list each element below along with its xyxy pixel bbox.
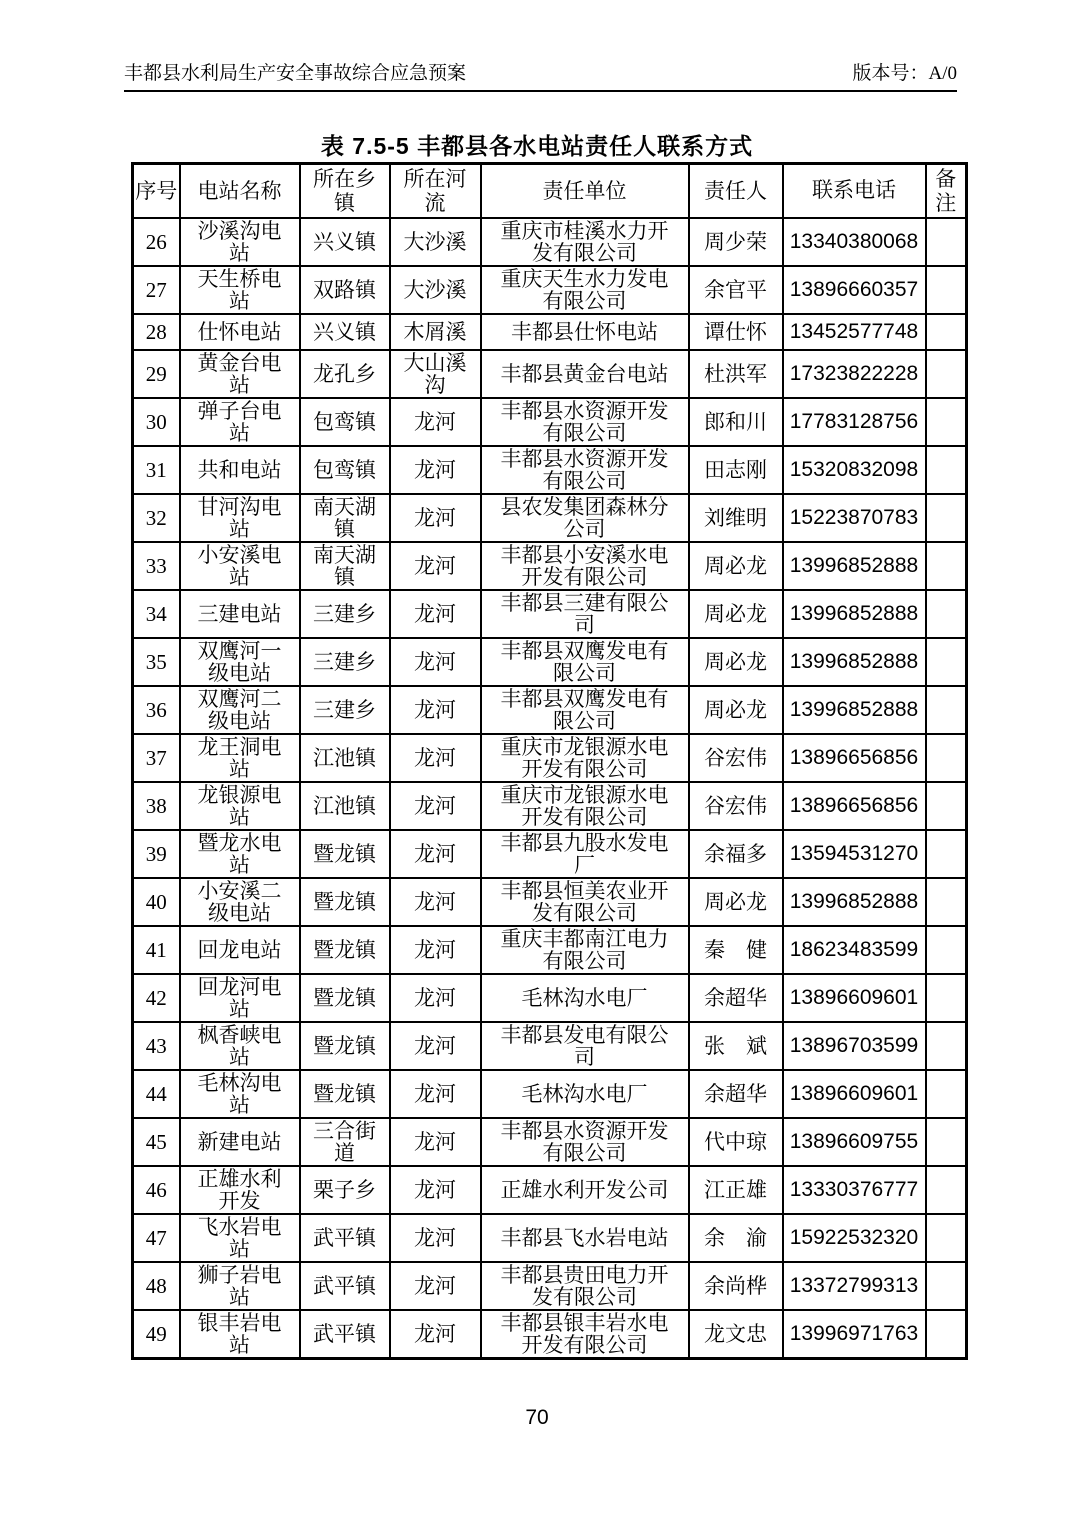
cell-township: 暨龙镇 [300,926,390,974]
cell-township: 武平镇 [300,1214,390,1262]
cell-river: 龙河 [390,830,481,878]
table-row [133,266,967,314]
cell-unit: 丰都县水资源开发有限公司 [481,398,689,446]
cell-township: 三合街道 [300,1118,390,1166]
cell-township: 南天湖镇 [300,494,390,542]
cell-river: 龙河 [390,1166,481,1214]
cell-river: 龙河 [390,1214,481,1262]
cell-index: 35 [133,638,180,686]
cell-township: 三建乡 [300,590,390,638]
cell-unit: 丰都县发电有限公司 [481,1022,689,1070]
table-row [133,1070,967,1118]
cell-index: 34 [133,590,180,638]
cell-remark [926,830,967,878]
cell-phone: 15922532320 [783,1214,926,1262]
cell-person: 郎和川 [689,398,783,446]
table-row [133,878,967,926]
cell-phone: 13896609601 [783,974,926,1022]
cell-person: 余超华 [689,974,783,1022]
cell-unit: 丰都县贵田电力开发有限公司 [481,1262,689,1310]
cell-index: 38 [133,782,180,830]
cell-remark [926,542,967,590]
cell-remark [926,350,967,398]
cell-phone: 18623483599 [783,926,926,974]
table-row [133,1022,967,1070]
cell-unit: 毛林沟水电厂 [481,1070,689,1118]
cell-remark [926,782,967,830]
cell-remark [926,926,967,974]
cell-station: 龙银源电站 [180,782,300,830]
cell-index: 27 [133,266,180,314]
cell-unit: 重庆丰都南江电力有限公司 [481,926,689,974]
cell-person: 周必龙 [689,686,783,734]
cell-phone: 13996852888 [783,638,926,686]
table-row [133,350,967,398]
table-body [133,218,967,1359]
cell-station: 银丰岩电站 [180,1310,300,1359]
cell-phone: 13996852888 [783,686,926,734]
cell-index: 39 [133,830,180,878]
cell-station: 小安溪电站 [180,542,300,590]
cell-station: 小安溪二级电站 [180,878,300,926]
cell-township: 包鸾镇 [300,446,390,494]
cell-township: 龙孔乡 [300,350,390,398]
cell-person: 周必龙 [689,590,783,638]
cell-unit: 丰都县小安溪水电开发有限公司 [481,542,689,590]
cell-river: 龙河 [390,398,481,446]
cell-river: 龙河 [390,686,481,734]
cell-person: 龙文忠 [689,1310,783,1359]
col-header-township: 所在乡镇 [300,164,390,219]
cell-phone: 17783128756 [783,398,926,446]
cell-index: 43 [133,1022,180,1070]
cell-remark [926,686,967,734]
cell-station: 飞水岩电站 [180,1214,300,1262]
cell-phone: 13372799313 [783,1262,926,1310]
cell-index: 44 [133,1070,180,1118]
cell-remark [926,446,967,494]
cell-person: 周必龙 [689,638,783,686]
cell-river: 龙河 [390,1310,481,1359]
col-header-index: 序号 [133,164,180,219]
cell-index: 41 [133,926,180,974]
cell-unit: 重庆市龙银源水电开发有限公司 [481,734,689,782]
cell-station: 双鹰河一级电站 [180,638,300,686]
cell-unit: 毛林沟水电厂 [481,974,689,1022]
cell-township: 南天湖镇 [300,542,390,590]
cell-unit: 丰都县水资源开发有限公司 [481,446,689,494]
cell-unit: 丰都县恒美农业开发有限公司 [481,878,689,926]
cell-remark [926,1214,967,1262]
table-row [133,974,967,1022]
cell-index: 37 [133,734,180,782]
cell-person: 秦 健 [689,926,783,974]
table-title: 表 7.5-5 丰都县各水电站责任人联系方式 [320,133,754,159]
table-row [133,218,967,266]
cell-person: 江正雄 [689,1166,783,1214]
table-row [133,494,967,542]
cell-township: 江池镇 [300,782,390,830]
cell-index: 40 [133,878,180,926]
cell-phone: 13896660357 [783,266,926,314]
cell-person: 周少荣 [689,218,783,266]
table-row [133,590,967,638]
cell-unit: 丰都县双鹰发电有限公司 [481,686,689,734]
cell-phone: 13896609755 [783,1118,926,1166]
cell-person: 余官平 [689,266,783,314]
cell-river: 龙河 [390,638,481,686]
cell-river: 龙河 [390,734,481,782]
table-row [133,1262,967,1310]
contact-table [131,162,968,1360]
cell-station: 新建电站 [180,1118,300,1166]
cell-phone: 13896703599 [783,1022,926,1070]
cell-township: 武平镇 [300,1262,390,1310]
cell-river: 大山溪沟 [390,350,481,398]
cell-station: 回龙电站 [180,926,300,974]
cell-person: 谷宏伟 [689,782,783,830]
cell-unit: 丰都县水资源开发有限公司 [481,1118,689,1166]
cell-index: 47 [133,1214,180,1262]
cell-remark [926,218,967,266]
cell-township: 武平镇 [300,1310,390,1359]
cell-river: 龙河 [390,974,481,1022]
cell-phone: 13340380068 [783,218,926,266]
cell-unit: 丰都县仕怀电站 [481,314,689,350]
cell-remark [926,974,967,1022]
cell-index: 48 [133,1262,180,1310]
cell-township: 暨龙镇 [300,878,390,926]
cell-station: 狮子岩电站 [180,1262,300,1310]
cell-river: 龙河 [390,1022,481,1070]
cell-unit: 丰都县三建有限公司 [481,590,689,638]
cell-unit: 重庆市龙银源水电开发有限公司 [481,782,689,830]
cell-township: 双路镇 [300,266,390,314]
cell-unit: 丰都县飞水岩电站 [481,1214,689,1262]
cell-township: 栗子乡 [300,1166,390,1214]
cell-station: 黄金台电站 [180,350,300,398]
table-row [133,734,967,782]
cell-phone: 13452577748 [783,314,926,350]
cell-river: 龙河 [390,926,481,974]
cell-township: 兴义镇 [300,218,390,266]
cell-station: 沙溪沟电站 [180,218,300,266]
cell-remark [926,1262,967,1310]
cell-person: 代中琼 [689,1118,783,1166]
cell-township: 包鸾镇 [300,398,390,446]
table-row [133,782,967,830]
cell-phone: 15320832098 [783,446,926,494]
cell-unit: 丰都县银丰岩水电开发有限公司 [481,1310,689,1359]
cell-person: 周必龙 [689,878,783,926]
cell-person: 田志刚 [689,446,783,494]
cell-station: 共和电站 [180,446,300,494]
cell-phone: 13330376777 [783,1166,926,1214]
cell-index: 31 [133,446,180,494]
table-row [133,446,967,494]
cell-river: 大沙溪 [390,218,481,266]
cell-township: 暨龙镇 [300,830,390,878]
cell-person: 余 渝 [689,1214,783,1262]
cell-river: 龙河 [390,878,481,926]
cell-river: 龙河 [390,782,481,830]
col-header-phone: 联系电话 [783,164,926,219]
cell-unit: 丰都县双鹰发电有限公司 [481,638,689,686]
col-header-river: 所在河流 [390,164,481,219]
cell-phone: 13896656856 [783,734,926,782]
cell-remark [926,1166,967,1214]
cell-station: 仕怀电站 [180,314,300,350]
col-header-remark: 备注 [926,164,967,219]
cell-remark [926,734,967,782]
cell-remark [926,266,967,314]
cell-remark [926,1118,967,1166]
cell-index: 28 [133,314,180,350]
cell-remark [926,638,967,686]
table-row [133,830,967,878]
cell-phone: 17323822228 [783,350,926,398]
cell-index: 46 [133,1166,180,1214]
cell-river: 龙河 [390,494,481,542]
cell-station: 双鹰河二级电站 [180,686,300,734]
page-header [124,62,957,92]
table-row [133,1118,967,1166]
cell-township: 兴义镇 [300,314,390,350]
cell-index: 42 [133,974,180,1022]
cell-index: 29 [133,350,180,398]
cell-index: 33 [133,542,180,590]
col-header-person: 责任人 [689,164,783,219]
cell-station: 枫香峡电站 [180,1022,300,1070]
cell-river: 龙河 [390,446,481,494]
cell-index: 36 [133,686,180,734]
table-header-row [133,164,967,219]
cell-person: 余福多 [689,830,783,878]
cell-station: 回龙河电站 [180,974,300,1022]
cell-station: 三建电站 [180,590,300,638]
cell-person: 杜洪军 [689,350,783,398]
cell-unit: 县农发集团森林分公司 [481,494,689,542]
cell-township: 江池镇 [300,734,390,782]
cell-river: 龙河 [390,1262,481,1310]
cell-person: 张 斌 [689,1022,783,1070]
cell-phone: 13594531270 [783,830,926,878]
table-row [133,314,967,350]
table-row [133,1214,967,1262]
cell-phone: 13996852888 [783,878,926,926]
cell-river: 木屑溪 [390,314,481,350]
cell-index: 32 [133,494,180,542]
cell-remark [926,1310,967,1359]
cell-phone: 15223870783 [783,494,926,542]
cell-township: 三建乡 [300,686,390,734]
cell-person: 周必龙 [689,542,783,590]
cell-index: 26 [133,218,180,266]
cell-index: 49 [133,1310,180,1359]
table-row [133,542,967,590]
cell-unit: 丰都县九股水发电厂 [481,830,689,878]
page-number: 70 [525,1406,549,1429]
cell-unit: 重庆天生水力发电有限公司 [481,266,689,314]
cell-remark [926,878,967,926]
cell-township: 暨龙镇 [300,1022,390,1070]
col-header-station: 电站名称 [180,164,300,219]
cell-index: 45 [133,1118,180,1166]
cell-unit: 重庆市桂溪水力开发有限公司 [481,218,689,266]
cell-station: 弹子台电站 [180,398,300,446]
table-row [133,398,967,446]
cell-phone: 13996852888 [783,542,926,590]
cell-river: 大沙溪 [390,266,481,314]
table-row [133,926,967,974]
cell-unit: 丰都县黄金台电站 [481,350,689,398]
cell-river: 龙河 [390,590,481,638]
cell-river: 龙河 [390,1118,481,1166]
cell-person: 谭仕怀 [689,314,783,350]
cell-township: 暨龙镇 [300,974,390,1022]
cell-station: 暨龙水电站 [180,830,300,878]
cell-station: 甘河沟电站 [180,494,300,542]
table-row [133,1166,967,1214]
table-row [133,1310,967,1359]
header-version-label: 版本号：A/0 [852,63,957,84]
cell-station: 天生桥电站 [180,266,300,314]
cell-remark [926,314,967,350]
cell-station: 正雄水利开发 [180,1166,300,1214]
cell-remark [926,1070,967,1118]
cell-station: 毛林沟电站 [180,1070,300,1118]
cell-person: 余超华 [689,1070,783,1118]
cell-remark [926,398,967,446]
cell-phone: 13996852888 [783,590,926,638]
cell-person: 谷宏伟 [689,734,783,782]
cell-township: 三建乡 [300,638,390,686]
cell-person: 刘维明 [689,494,783,542]
cell-river: 龙河 [390,1070,481,1118]
cell-unit: 正雄水利开发公司 [481,1166,689,1214]
col-header-unit: 责任单位 [481,164,689,219]
cell-remark [926,590,967,638]
cell-remark [926,494,967,542]
cell-phone: 13896656856 [783,782,926,830]
cell-phone: 13896609601 [783,1070,926,1118]
cell-river: 龙河 [390,542,481,590]
table-row [133,686,967,734]
cell-remark [926,1022,967,1070]
table-row [133,638,967,686]
cell-township: 暨龙镇 [300,1070,390,1118]
cell-station: 龙王洞电站 [180,734,300,782]
cell-index: 30 [133,398,180,446]
cell-phone: 13996971763 [783,1310,926,1359]
cell-person: 余尚桦 [689,1262,783,1310]
header-document-title: 丰都县水利局生产安全事故综合应急预案 [124,63,467,84]
